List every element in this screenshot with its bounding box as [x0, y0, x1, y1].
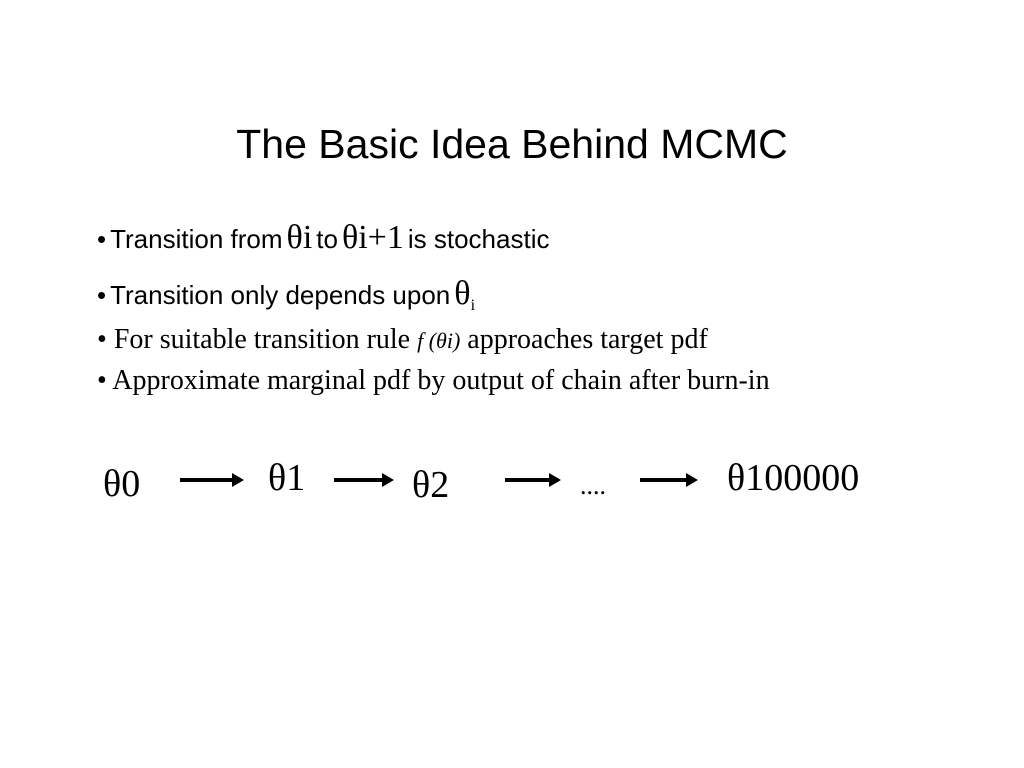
bullet-depends [97, 274, 475, 326]
theta: θ [454, 275, 471, 312]
chain-ellipsis: .... [580, 471, 606, 500]
slide-title: The Basic Idea Behind MCMC [236, 121, 788, 167]
right-arrow-icon [334, 478, 388, 482]
bullet-text: approaches target pdf [467, 324, 708, 355]
bullet-text: to [316, 224, 338, 254]
bullet-marker: • [97, 224, 107, 254]
right-arrow-icon [505, 478, 555, 482]
theta-i-plus-1: θi+1 [341, 219, 404, 256]
bullet-marker: • [97, 324, 107, 355]
chain-node-theta-100000: θ100000 [727, 457, 860, 499]
chain-node-theta-0: θ0 [103, 463, 141, 505]
chain-node-theta-2: θ2 [412, 464, 450, 506]
bullet-transition-rule [97, 320, 708, 361]
bullet-text: For suitable transition rule [113, 324, 411, 355]
chain-node-theta-1: θ1 [268, 457, 306, 499]
bullet-text: is stochastic [407, 224, 550, 254]
function-f-theta-i: f (θi) [417, 328, 461, 353]
bullet-approximate [97, 361, 770, 401]
subscript-i: i [470, 297, 476, 314]
theta-i: θi [286, 219, 313, 256]
bullet-marker: • [97, 365, 107, 396]
bullet-text: Transition only depends upon [110, 280, 451, 310]
bullet-marker: • [97, 280, 107, 310]
bullet-text: Transition from [110, 224, 283, 254]
bullet-stochastic [97, 218, 549, 264]
right-arrow-icon [180, 478, 238, 482]
bullet-text: Approximate marginal pdf by output of chain after burn-in [112, 365, 770, 396]
right-arrow-icon [640, 478, 692, 482]
